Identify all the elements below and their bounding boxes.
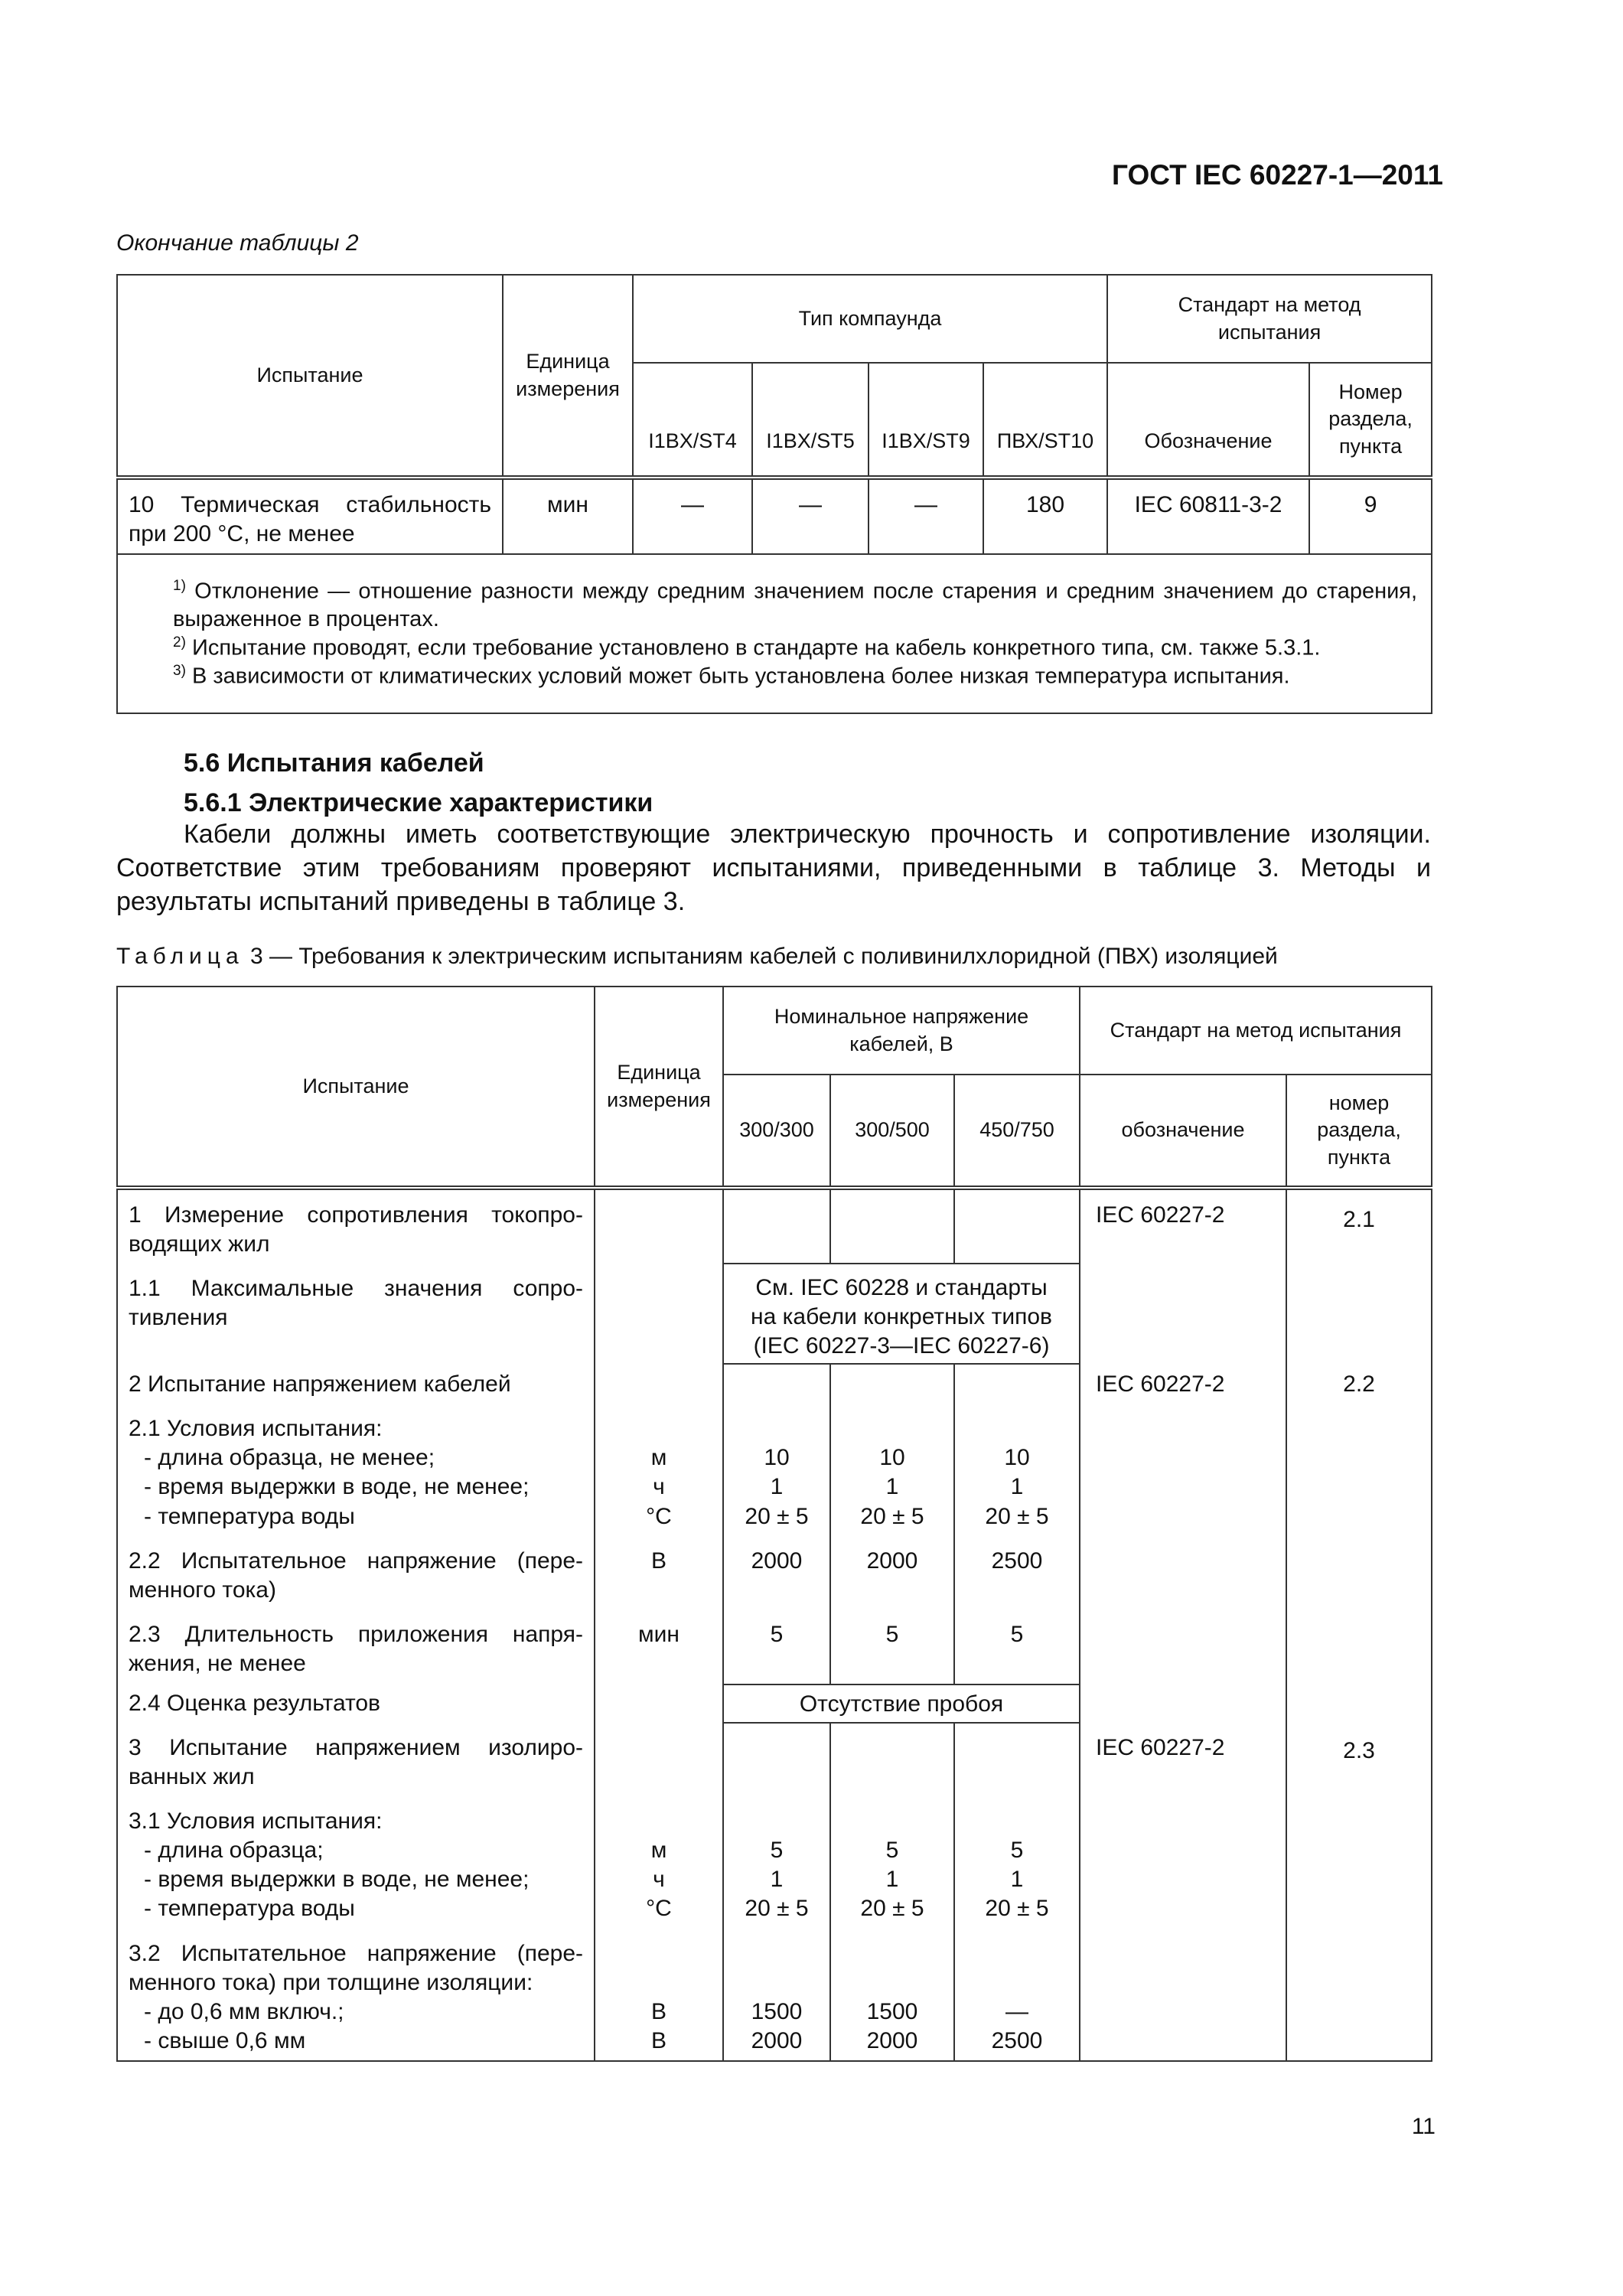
t3-row-value: 5 1 20 ± 5 (830, 1796, 954, 1928)
t3-row-value: 10 1 20 ± 5 (830, 1404, 954, 1535)
t3-row-unit (595, 1684, 723, 1723)
t2-row-value: — (752, 478, 869, 554)
t3-row-value: 5 (954, 1609, 1080, 1684)
t3-row-unit (595, 1723, 723, 1796)
t3-header-designation: обозначение (1080, 1075, 1286, 1188)
t3-row-value: 5 1 20 ± 5 (954, 1796, 1080, 1928)
t3-row-value: 10 1 20 ± 5 (954, 1404, 1080, 1535)
t3-row-value (723, 1188, 830, 1264)
footnote-1: $^{1)}$ Отклонение — отношение разности между средним значением после старения и средним значением до старения, выраженное в процентах. (173, 577, 1418, 632)
t2-header-compound: I1BX/ST4 (633, 363, 752, 478)
t3-header-voltage-value: 300/300 (723, 1075, 830, 1188)
t3-row-unit (595, 1364, 723, 1404)
t3-row-value (830, 1723, 954, 1796)
t3-row-designation (1080, 1264, 1286, 1364)
t3-row-value: 2000 (723, 1536, 830, 1609)
footnote-3: $^{3)}$ В зависимости от климатических условий может быть установлена более низкая температура испытания. (173, 663, 1290, 689)
t3-row-section (1286, 1796, 1432, 1928)
t3-row-value: 2500 (954, 1536, 1080, 1609)
t3-row-test: 3.2 Испытательное напряжение (пере- менного тока) при толщине изоляции: - до 0,6 мм включ.; - свыше 0,6 мм (117, 1929, 595, 2061)
t3-row-value: 5 1 20 ± 5 (723, 1796, 830, 1928)
t3-row-unit: мин (595, 1609, 723, 1684)
t3-row-section (1286, 1929, 1432, 2061)
t3-row-value: 1500 2000 (723, 1929, 830, 2061)
t2-header-designation: Обозначение (1107, 363, 1309, 478)
t3-row-test: 3 Испытание напряжением изолиро- ванных жил (117, 1723, 595, 1796)
t3-row-section (1286, 1536, 1432, 1609)
t3-row-test: 2.1 Условия испытания: - длина образца, не менее; - время выдержки в воде, не менее; - температура воды (117, 1404, 595, 1535)
t2-row-test: 10 Термическая стабильность при 200 °С, не менее (117, 478, 503, 554)
t3-row-designation: IEC 60227-2 (1080, 1364, 1286, 1404)
t2-header-compound: I1BX/ST9 (869, 363, 983, 478)
t2-header-compound: I1BX/ST5 (752, 363, 869, 478)
t3-row-section: 2.3 (1286, 1723, 1432, 1796)
t2-row-section: 9 (1309, 478, 1432, 554)
t3-row-unit (595, 1188, 723, 1264)
t3-row-value: 5 (723, 1609, 830, 1684)
t3-row-value: 5 (830, 1609, 954, 1684)
t3-row-test: 3.1 Условия испытания: - длина образца; - время выдержки в воде, не менее; - температура воды (117, 1796, 595, 1928)
t3-row-designation: IEC 60227-2 (1080, 1188, 1286, 1264)
t3-row-unit: В В (595, 1929, 723, 2061)
t2-header-compound: ПВХ/ST10 (983, 363, 1107, 478)
table3-caption-label: Таблица (116, 944, 244, 969)
t3-row-unit (595, 1264, 723, 1364)
table3 (116, 986, 1432, 2062)
t3-header-voltage-value: 300/500 (830, 1075, 954, 1188)
t3-row-value (830, 1188, 954, 1264)
t2-header-section-no: Номер раздела, пункта (1309, 363, 1432, 478)
t3-row-unit: м ч °С (595, 1404, 723, 1535)
table3-caption-text: 3 — Требования к электрическим испытаниям кабелей с поливинилхлоридной (ПВХ) изоляцией (249, 944, 1278, 969)
page-number: 11 (1411, 2114, 1436, 2139)
t3-row-designation (1080, 1929, 1286, 2061)
t3-row-unit: м ч °С (595, 1796, 723, 1928)
t3-row-value (830, 1364, 954, 1404)
t3-header-voltage: Номинальное напряжение кабелей, В (723, 987, 1080, 1075)
t3-row-designation: IEC 60227-2 (1080, 1723, 1286, 1796)
t3-header-section-no: номер раздела, пункта (1286, 1075, 1432, 1188)
t3-row-section: 2.2 (1286, 1364, 1432, 1404)
t2-row-value: — (633, 478, 752, 554)
footnote-2: $^{2)}$ Испытание проводят, если требование установлено в стандарте на кабель конкретного типа, см. также 5.3.1. (173, 634, 1321, 660)
t3-row-value: 1500 2000 (830, 1929, 954, 2061)
t3-row-test: 1.1 Максимальные значения сопро- тивления (117, 1264, 595, 1364)
t3-row-section (1286, 1684, 1432, 1723)
t2-footnotes (117, 554, 1432, 713)
t3-row-designation (1080, 1609, 1286, 1684)
t3-row-designation (1080, 1796, 1286, 1928)
t2-header-standard: Стандарт на метод испытания (1107, 275, 1432, 363)
t2-row-designation: IEC 60811-3-2 (1107, 478, 1309, 554)
t3-header-voltage-value: 450/750 (954, 1075, 1080, 1188)
t3-row-test: 2.3 Длительность приложения напря- жения, не менее (117, 1609, 595, 1684)
t3-row-section (1286, 1404, 1432, 1535)
table3-caption (116, 944, 1278, 970)
t2-header-unit: Единица измерения (503, 275, 633, 478)
t3-header-standard: Стандарт на метод испытания (1080, 987, 1432, 1075)
table2 (116, 274, 1432, 714)
t3-row-unit: В (595, 1536, 723, 1609)
t3-row-designation (1080, 1404, 1286, 1535)
t3-row-test: 2.4 Оценка результатов (117, 1684, 595, 1723)
t3-row-designation (1080, 1684, 1286, 1723)
section-heading-5-6: 5.6 Испытания кабелей (184, 748, 484, 778)
t3-row-value: — 2500 (954, 1929, 1080, 2061)
t3-row-value (723, 1723, 830, 1796)
t3-row-test: 1 Измерение сопротивления токопро- водящих жил (117, 1188, 595, 1264)
t2-row-unit: мин (503, 478, 633, 554)
t3-row-section (1286, 1264, 1432, 1364)
t3-row-value: 2000 (830, 1536, 954, 1609)
t3-row-merged: Отсутствие пробоя (723, 1684, 1080, 1723)
t2-row-value: 180 (983, 478, 1107, 554)
t2-header-test: Испытание (117, 275, 503, 478)
t3-row-designation (1080, 1536, 1286, 1609)
section-heading-5-6-1: 5.6.1 Электрические характеристики (184, 788, 653, 817)
t3-header-unit: Единица измерения (595, 987, 723, 1188)
t3-header-test: Испытание (117, 987, 595, 1188)
t3-row-value: 10 1 20 ± 5 (723, 1404, 830, 1535)
t3-row-value (954, 1364, 1080, 1404)
t3-row-section (1286, 1609, 1432, 1684)
t3-row-value (954, 1188, 1080, 1264)
section-paragraph: Кабели должны иметь соответствующие электрическую прочность и сопротивление изоляции. Соответствие этим требованиям проверяют испытаниями, приведенными в таблице 3. Методы и результаты испытаний приведены в таблице 3. (116, 820, 1431, 917)
t3-row-test: 2 Испытание напряжением кабелей (117, 1364, 595, 1404)
t2-row-value: — (869, 478, 983, 554)
t3-row-value (954, 1723, 1080, 1796)
t3-row-test: 2.2 Испытательное напряжение (пере- менного тока) (117, 1536, 595, 1609)
t3-row-value (723, 1364, 830, 1404)
t2-header-compound-type: Тип компаунда (633, 275, 1107, 363)
t3-row-merged: См. IEC 60228 и стандарты на кабели конкретных типов (IEC 60227-3—IEC 60227-6) (723, 1264, 1080, 1364)
t3-row-section: 2.1 (1286, 1188, 1432, 1264)
document-header: ГОСТ IEC 60227-1—2011 (1112, 159, 1443, 191)
table2-caption: Окончание таблицы 2 (116, 230, 359, 256)
